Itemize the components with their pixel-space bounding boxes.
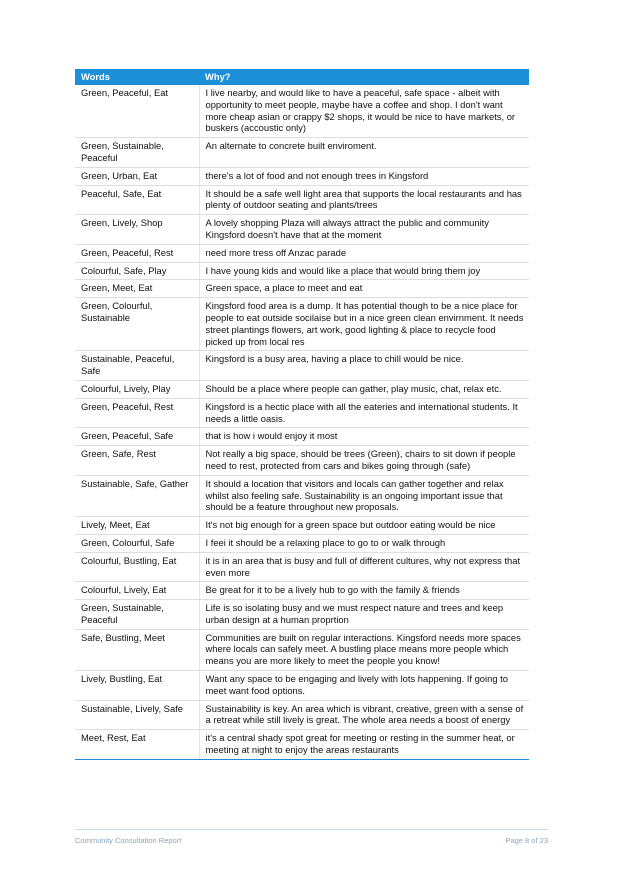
cell-words: Colourful, Lively, Play (75, 380, 199, 398)
cell-why: Sustainability is key. An area which is vibrant, creative, green with a sense of a retreat while still lively is great. The whole area needs a boost of energy (199, 700, 529, 730)
cell-words: Lively, Meet, Eat (75, 517, 199, 535)
cell-words: Green, Peaceful, Rest (75, 398, 199, 428)
cell-why: An alternate to concrete built enviroment. (199, 138, 529, 168)
cell-why: Should be a place where people can gather, play music, chat, relax etc. (199, 380, 529, 398)
cell-why: that is how i would enjoy it most (199, 428, 529, 446)
cell-words: Green, Peaceful, Eat (75, 85, 199, 138)
footer-page-number: Page 8 of 23 (505, 836, 548, 845)
table-row (75, 600, 529, 630)
cell-why: it's a central shady spot great for meeting or resting in the summer heat, or meeting at night to enjoy the areas restaurants (199, 730, 529, 760)
table-row (75, 167, 529, 185)
cell-why: Not really a big space, should be trees (Green), chairs to sit down if people need to rest, protected from cars and bikes going through (safe) (199, 446, 529, 476)
table-row (75, 185, 529, 215)
table-header-row (75, 69, 529, 85)
table-row (75, 730, 529, 760)
cell-why: Want any space to be engaging and lively with lots happening. If going to meet want food options. (199, 671, 529, 701)
cell-why: A lovely shopping Plaza will always attract the public and community Kingsford doesn't have that at the moment (199, 215, 529, 245)
cell-why: I live nearby, and would like to have a peaceful, safe space - albeit with opportunity to meet people, maybe have a coffee and shop. I don't want more cheap asian or crappy $2 shops, it would be nice to have markets, or buskers (accoustic only) (199, 85, 529, 138)
table-row (75, 380, 529, 398)
cell-why: It should be a safe well light area that supports the local restaurants and has plenty of outdoor seating and plants/trees (199, 185, 529, 215)
cell-words: Green, Colourful, Sustainable (75, 298, 199, 351)
table-row (75, 534, 529, 552)
cell-why: I have young kids and would like a place that would bring them joy (199, 262, 529, 280)
cell-words: Meet, Rest, Eat (75, 730, 199, 760)
table-row (75, 582, 529, 600)
cell-why: Life is so isolating busy and we must respect nature and trees and keep urban design at a human proprtion (199, 600, 529, 630)
cell-why: Be great for it to be a lively hub to go with the family & friends (199, 582, 529, 600)
cell-words: Safe, Bustling, Meet (75, 629, 199, 670)
table-row (75, 280, 529, 298)
table-row (75, 244, 529, 262)
cell-words: Green, Meet, Eat (75, 280, 199, 298)
cell-words: Colourful, Lively, Eat (75, 582, 199, 600)
table-body (75, 85, 529, 759)
cell-words: Colourful, Bustling, Eat (75, 552, 199, 582)
cell-why: Kingsford is a hectic place with all the eateries and international students. It needs a little oasis. (199, 398, 529, 428)
cell-why: It's not big enough for a green space but outdoor eating would be nice (199, 517, 529, 535)
cell-why: Kingsford food area is a dump. It has potential though to be a nice place for people to eat outside socilaise but in a nice green clean envirnment. It needs street plantings flowers, art work, good lighting & place to recycle food picked up from local res (199, 298, 529, 351)
table-row (75, 446, 529, 476)
table-row (75, 351, 529, 381)
cell-words: Lively, Bustling, Eat (75, 671, 199, 701)
cell-words: Sustainable, Safe, Gather (75, 475, 199, 516)
cell-words: Colourful, Safe, Play (75, 262, 199, 280)
table-row (75, 629, 529, 670)
cell-words: Green, Sustainable, Peaceful (75, 600, 199, 630)
table-row (75, 215, 529, 245)
column-header-words: Words (75, 69, 199, 85)
cell-words: Green, Peaceful, Safe (75, 428, 199, 446)
cell-why: It should a location that visitors and locals can gather together and relax whilst also feeling safe. Sustainability is an ongoing important issue that should be a feature throughout new proposals. (199, 475, 529, 516)
cell-words: Sustainable, Lively, Safe (75, 700, 199, 730)
cell-why: Communities are built on regular interactions. Kingsford needs more spaces where locals can safely meet. A bustling place means more people which means you are more likely to meet the people you know! (199, 629, 529, 670)
cell-words: Green, Safe, Rest (75, 446, 199, 476)
cell-why: need more tress off Anzac parade (199, 244, 529, 262)
table-row (75, 138, 529, 168)
cell-words: Peaceful, Safe, Eat (75, 185, 199, 215)
cell-why: Kingsford is a busy area, having a place to chill would be nice. (199, 351, 529, 381)
cell-words: Green, Peaceful, Rest (75, 244, 199, 262)
cell-why: it is in an area that is busy and full of different cultures, why not express that even more (199, 552, 529, 582)
footer-report-title: Community Consultation Report (75, 836, 182, 845)
table-row (75, 85, 529, 138)
cell-words: Green, Sustainable, Peaceful (75, 138, 199, 168)
cell-why: I feei it should be a relaxing place to go to or walk through (199, 534, 529, 552)
cell-words: Sustainable, Peaceful, Safe (75, 351, 199, 381)
responses-table (75, 69, 529, 760)
table-row (75, 398, 529, 428)
table-row (75, 517, 529, 535)
cell-why: there's a lot of food and not enough trees in Kingsford (199, 167, 529, 185)
table-row (75, 671, 529, 701)
cell-words: Green, Colourful, Safe (75, 534, 199, 552)
column-header-why: Why? (199, 69, 529, 85)
footer-divider (75, 829, 548, 830)
cell-words: Green, Urban, Eat (75, 167, 199, 185)
cell-words: Green, Lively, Shop (75, 215, 199, 245)
table-row (75, 700, 529, 730)
table-row (75, 262, 529, 280)
responses-table-container (75, 69, 529, 760)
table-row (75, 428, 529, 446)
cell-why: Green space, a place to meet and eat (199, 280, 529, 298)
table-row (75, 298, 529, 351)
table-row (75, 552, 529, 582)
table-row (75, 475, 529, 516)
